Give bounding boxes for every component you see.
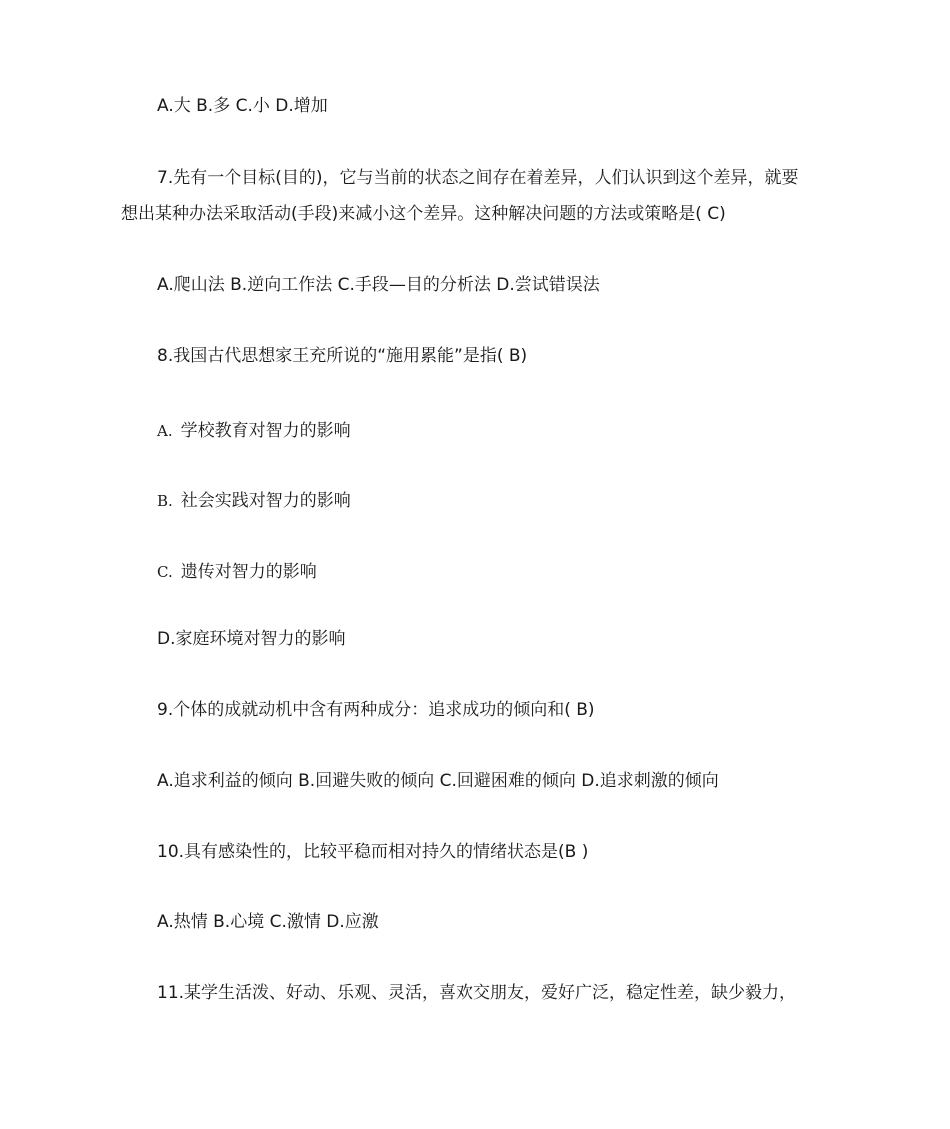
q10-stem: 10.具有感染性的，比较平稳而相对持久的情绪状态是(B ) (157, 842, 589, 862)
option-label: B. (157, 492, 173, 510)
q9-stem: 9.个体的成就动机中含有两种成分：追求成功的倾向和( B) (157, 700, 595, 720)
q8-option-b (157, 490, 351, 512)
q8-option-d: D.家庭环境对智力的影响 (157, 629, 346, 649)
option-label: A. (157, 422, 173, 440)
q11-stem: 11.某学生活泼、好动、乐观、灵活，喜欢交朋友，爱好广泛，稳定性差，缺少毅力， (157, 983, 797, 1003)
option-text: 社会实践对智力的影响 (180, 491, 351, 511)
q7-stem-line2: 想出某种办法采取活动(手段)来减小这个差异。这种解决问题的方法或策略是( C) (121, 204, 726, 224)
option-label: C. (157, 563, 173, 581)
q7-options: A.爬山法 B.逆向工作法 C.手段—目的分析法 D.尝试错误法 (157, 275, 600, 295)
option-text: 遗传对智力的影响 (180, 562, 317, 582)
q8-stem: 8.我国古代思想家王充所说的“施用累能”是指( B) (157, 346, 528, 366)
q9-options: A.追求利益的倾向 B.回避失败的倾向 C.回避困难的倾向 D.追求刺激的倾向 (157, 771, 719, 791)
q10-options: A.热情 B.心境 C.激情 D.应激 (157, 912, 379, 932)
q6-options: A.大 B.多 C.小 D.增加 (157, 96, 328, 116)
option-text: 学校教育对智力的影响 (180, 421, 351, 441)
q8-option-c (157, 561, 317, 583)
q7-stem-line1: 7.先有一个目标(目的)，它与当前的状态之间存在着差异，人们认识到这个差异，就要 (157, 168, 799, 188)
q8-option-a (157, 420, 351, 442)
